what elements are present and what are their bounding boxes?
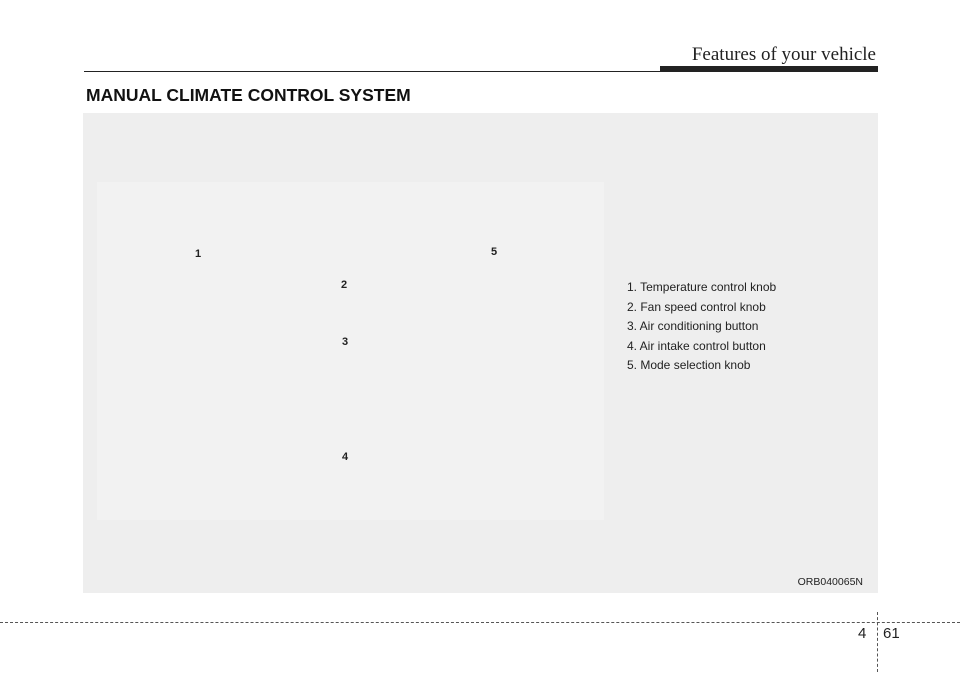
figure-code: ORB040065N xyxy=(797,576,863,588)
callout-2: 2 xyxy=(341,279,348,291)
page-number: 61 xyxy=(883,625,900,642)
figure-legend xyxy=(627,278,776,376)
footer-rule xyxy=(0,622,960,623)
header-rule-accent xyxy=(660,66,878,72)
callout-4: 4 xyxy=(342,451,349,463)
running-header: Features of your vehicle xyxy=(691,44,876,65)
legend-item: 2. Fan speed control knob xyxy=(627,299,766,314)
footer-divider xyxy=(877,612,878,672)
legend-item: 1. Temperature control knob xyxy=(627,280,777,294)
figure-illustration-area xyxy=(97,182,604,520)
section-title: MANUAL CLIMATE CONTROL SYSTEM xyxy=(86,85,411,105)
callout-3: 3 xyxy=(342,336,349,348)
callout-1: 1 xyxy=(195,248,202,260)
chapter-number: 4 xyxy=(858,625,867,642)
legend-item: 4. Air intake control button xyxy=(627,338,766,353)
legend-item: 5. Mode selection knob xyxy=(627,358,751,372)
legend-item: 3. Air conditioning button xyxy=(627,319,759,333)
callout-5: 5 xyxy=(491,246,498,258)
